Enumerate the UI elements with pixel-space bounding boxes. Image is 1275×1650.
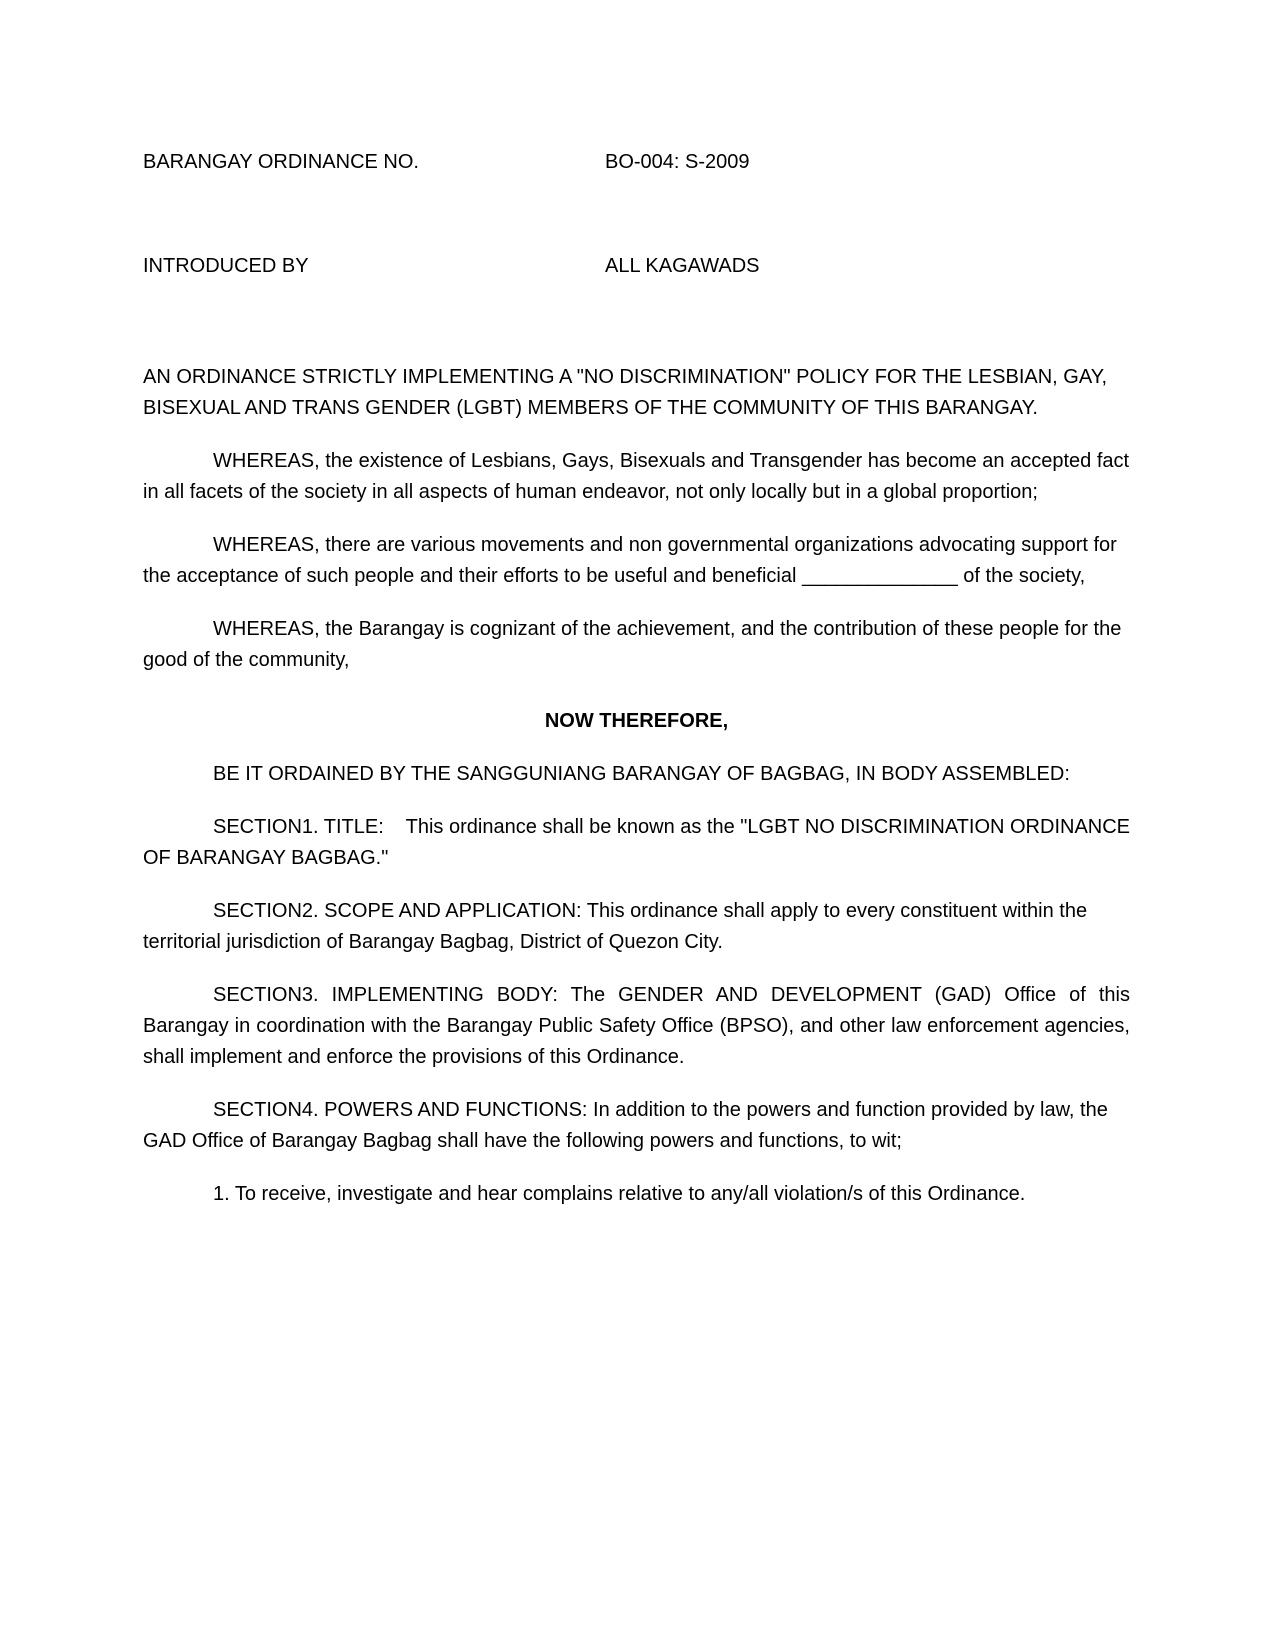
whereas-clause-1: WHEREAS, the existence of Lesbians, Gays, Bisexuals and Transgender has become an accepted fact in all facets of the society in all aspects of human endeavor, not only locally but in a global proportion;	[143, 450, 1135, 503]
whereas-clause-2-tail: of the society,	[957, 565, 1086, 587]
powers-list-item-1: 1. To receive, investigate and hear complains relative to any/all violation/s of this Ordinance.	[213, 1183, 1026, 1205]
whereas-clause-2-text: WHEREAS, there are various movements and non governmental organizations advocating support for the acceptance of such people and their efforts to be useful and beneficial	[143, 534, 1123, 587]
ordinance-number-row	[143, 147, 1130, 178]
document-title: AN ORDINANCE STRICTLY IMPLEMENTING A "NO DISCRIMINATION" POLICY FOR THE LESBIAN, GAY, BISEXUAL AND TRANS GENDER (LGBT) MEMBERS OF THE COMMUNITY OF THIS BARANGAY.	[143, 366, 1113, 419]
fill-in-blank-line: ______________	[801, 565, 958, 587]
introduced-by-label: INTRODUCED BY	[143, 255, 309, 277]
whereas-clause-2	[143, 530, 1130, 592]
introduced-by-value: ALL KAGAWADS	[605, 255, 760, 277]
section-4-powers-functions: SECTION4. POWERS AND FUNCTIONS: In addition to the powers and function provided by law, the GAD Office of Barangay Bagbag shall have the following powers and functions, to wit;	[143, 1099, 1114, 1152]
ordinance-no-value: BO-004: S-2009	[605, 151, 750, 173]
section-2-scope: SECTION2. SCOPE AND APPLICATION: This ordinance shall apply to every constituent within the territorial jurisdiction of Barangay Bagbag, District of Quezon City.	[143, 900, 1093, 953]
introduced-by-row	[143, 251, 1130, 282]
section-3-implementing-body: SECTION3. IMPLEMENTING BODY: The GENDER AND DEVELOPMENT (GAD) Office of this Barangay in coordination with the Barangay Public Safety Office (BPSO), and other law enforcement agencies, shall implement and enforce the provisions of this Ordinance.	[143, 984, 1136, 1068]
whereas-clause-3: WHEREAS, the Barangay is cognizant of the achievement, and the contribution of these people for the good of the community,	[143, 618, 1127, 671]
ordinance-no-label: BARANGAY ORDINANCE NO.	[143, 151, 419, 173]
enacting-clause: BE IT ORDAINED BY THE SANGGUNIANG BARANGAY OF BAGBAG, IN BODY ASSEMBLED:	[213, 763, 1070, 785]
section-1-title: SECTION1. TITLE: This ordinance shall be known as the "LGBT NO DISCRIMINATION ORDINANCE OF BARANGAY BAGBAG."	[143, 816, 1136, 869]
now-therefore-heading: NOW THEREFORE,	[544, 710, 729, 732]
